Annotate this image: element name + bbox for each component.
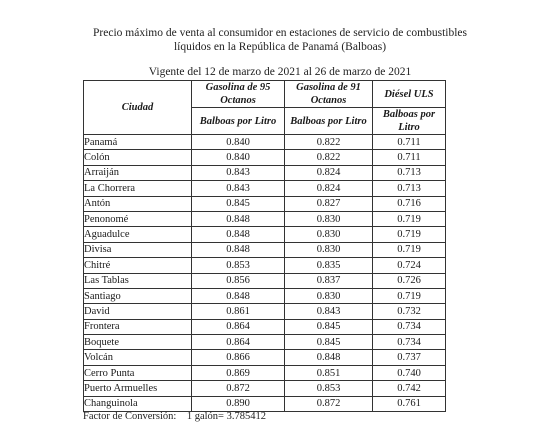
column-header-gas95: Gasolina de 95 Octanos xyxy=(192,81,285,108)
gas95-price-cell: 0.864 xyxy=(192,319,285,334)
diesel-price-cell: 0.734 xyxy=(373,319,446,334)
title-line-1: Precio máximo de venta al consumidor en estaciones de servicio de combustibles xyxy=(93,27,467,39)
conversion-factor xyxy=(83,410,266,423)
gas95-price-cell: 0.848 xyxy=(192,227,285,242)
city-cell: Volcán xyxy=(84,350,192,365)
gas91-price-cell: 0.845 xyxy=(285,319,373,334)
unit-label-diesel: Balboas por Litro xyxy=(373,108,446,135)
gas91-price-cell: 0.872 xyxy=(285,396,373,411)
city-cell: Divisa xyxy=(84,242,192,257)
gas95-price-cell: 0.843 xyxy=(192,181,285,196)
city-cell: Arraiján xyxy=(84,165,192,180)
gas95-price-cell: 0.840 xyxy=(192,150,285,165)
diesel-price-cell: 0.719 xyxy=(373,242,446,257)
fuel-price-table xyxy=(83,80,446,412)
city-cell: Puerto Armuelles xyxy=(84,381,192,396)
table-row xyxy=(84,273,446,288)
gas95-price-cell: 0.856 xyxy=(192,273,285,288)
city-cell: Antón xyxy=(84,196,192,211)
table-row xyxy=(84,335,446,350)
table-row xyxy=(84,165,446,180)
gas91-price-cell: 0.835 xyxy=(285,258,373,273)
gas95-price-cell: 0.848 xyxy=(192,288,285,303)
gas91-price-cell: 0.824 xyxy=(285,181,373,196)
unit-label-gas95: Balboas por Litro xyxy=(192,108,285,135)
diesel-price-cell: 0.711 xyxy=(373,135,446,150)
table-row xyxy=(84,350,446,365)
gas95-price-cell: 0.869 xyxy=(192,365,285,380)
city-cell: Las Tablas xyxy=(84,273,192,288)
unit-label-gas91: Balboas por Litro xyxy=(285,108,373,135)
table-row xyxy=(84,288,446,303)
column-header-gas91: Gasolina de 91 Octanos xyxy=(285,81,373,108)
diesel-price-cell: 0.711 xyxy=(373,150,446,165)
table-row xyxy=(84,258,446,273)
gas91-price-cell: 0.843 xyxy=(285,304,373,319)
gas91-price-cell: 0.830 xyxy=(285,242,373,257)
table-row xyxy=(84,150,446,165)
gas91-price-cell: 0.837 xyxy=(285,273,373,288)
diesel-price-cell: 0.713 xyxy=(373,181,446,196)
column-header-city: Ciudad xyxy=(84,81,192,135)
city-cell: Penonomé xyxy=(84,211,192,226)
gas91-price-cell: 0.822 xyxy=(285,135,373,150)
gas91-price-cell: 0.830 xyxy=(285,288,373,303)
gas95-price-cell: 0.848 xyxy=(192,242,285,257)
table-row xyxy=(84,381,446,396)
city-cell: Santiago xyxy=(84,288,192,303)
validity-period: Vigente del 12 de marzo de 2021 al 26 de marzo de 2021 xyxy=(148,66,412,78)
city-cell: La Chorrera xyxy=(84,181,192,196)
conversion-value: 1 galón= 3.785412 xyxy=(186,411,266,422)
gas95-price-cell: 0.890 xyxy=(192,396,285,411)
gas95-price-cell: 0.864 xyxy=(192,335,285,350)
table-row xyxy=(84,196,446,211)
gas91-price-cell: 0.845 xyxy=(285,335,373,350)
table-body xyxy=(84,135,446,412)
city-cell: Cerro Punta xyxy=(84,365,192,380)
diesel-price-cell: 0.734 xyxy=(373,335,446,350)
gas95-price-cell: 0.843 xyxy=(192,165,285,180)
gas91-price-cell: 0.830 xyxy=(285,227,373,242)
gas91-price-cell: 0.853 xyxy=(285,381,373,396)
gas95-price-cell: 0.853 xyxy=(192,258,285,273)
diesel-price-cell: 0.732 xyxy=(373,304,446,319)
gas95-price-cell: 0.861 xyxy=(192,304,285,319)
gas91-price-cell: 0.824 xyxy=(285,165,373,180)
city-cell: Aguadulce xyxy=(84,227,192,242)
gas95-price-cell: 0.840 xyxy=(192,135,285,150)
diesel-price-cell: 0.719 xyxy=(373,288,446,303)
diesel-price-cell: 0.716 xyxy=(373,196,446,211)
diesel-price-cell: 0.719 xyxy=(373,227,446,242)
diesel-price-cell: 0.719 xyxy=(373,211,446,226)
city-cell: Frontera xyxy=(84,319,192,334)
city-cell: Colón xyxy=(84,150,192,165)
gas95-price-cell: 0.845 xyxy=(192,196,285,211)
gas91-price-cell: 0.851 xyxy=(285,365,373,380)
city-cell: Chitré xyxy=(84,258,192,273)
table-header-row xyxy=(84,81,446,108)
gas91-price-cell: 0.822 xyxy=(285,150,373,165)
table-row xyxy=(84,181,446,196)
city-cell: David xyxy=(84,304,192,319)
conversion-label: Factor de Conversión: xyxy=(83,411,177,422)
city-cell: Panamá xyxy=(84,135,192,150)
diesel-price-cell: 0.761 xyxy=(373,396,446,411)
diesel-price-cell: 0.726 xyxy=(373,273,446,288)
gas91-price-cell: 0.830 xyxy=(285,211,373,226)
document-title xyxy=(0,26,560,54)
title-line-2: líquidos en la República de Panamá (Balboas) xyxy=(173,41,387,53)
column-header-diesel: Diésel ULS xyxy=(373,81,446,108)
table-row xyxy=(84,135,446,150)
diesel-price-cell: 0.737 xyxy=(373,350,446,365)
diesel-price-cell: 0.740 xyxy=(373,365,446,380)
table-row xyxy=(84,242,446,257)
gas95-price-cell: 0.848 xyxy=(192,211,285,226)
table-row xyxy=(84,365,446,380)
gas95-price-cell: 0.872 xyxy=(192,381,285,396)
diesel-price-cell: 0.713 xyxy=(373,165,446,180)
diesel-price-cell: 0.742 xyxy=(373,381,446,396)
gas91-price-cell: 0.827 xyxy=(285,196,373,211)
table-row xyxy=(84,319,446,334)
city-cell: Changuinola xyxy=(84,396,192,411)
diesel-price-cell: 0.724 xyxy=(373,258,446,273)
table-row xyxy=(84,211,446,226)
table-row xyxy=(84,304,446,319)
gas95-price-cell: 0.866 xyxy=(192,350,285,365)
city-cell: Boquete xyxy=(84,335,192,350)
gas91-price-cell: 0.848 xyxy=(285,350,373,365)
table-row xyxy=(84,227,446,242)
